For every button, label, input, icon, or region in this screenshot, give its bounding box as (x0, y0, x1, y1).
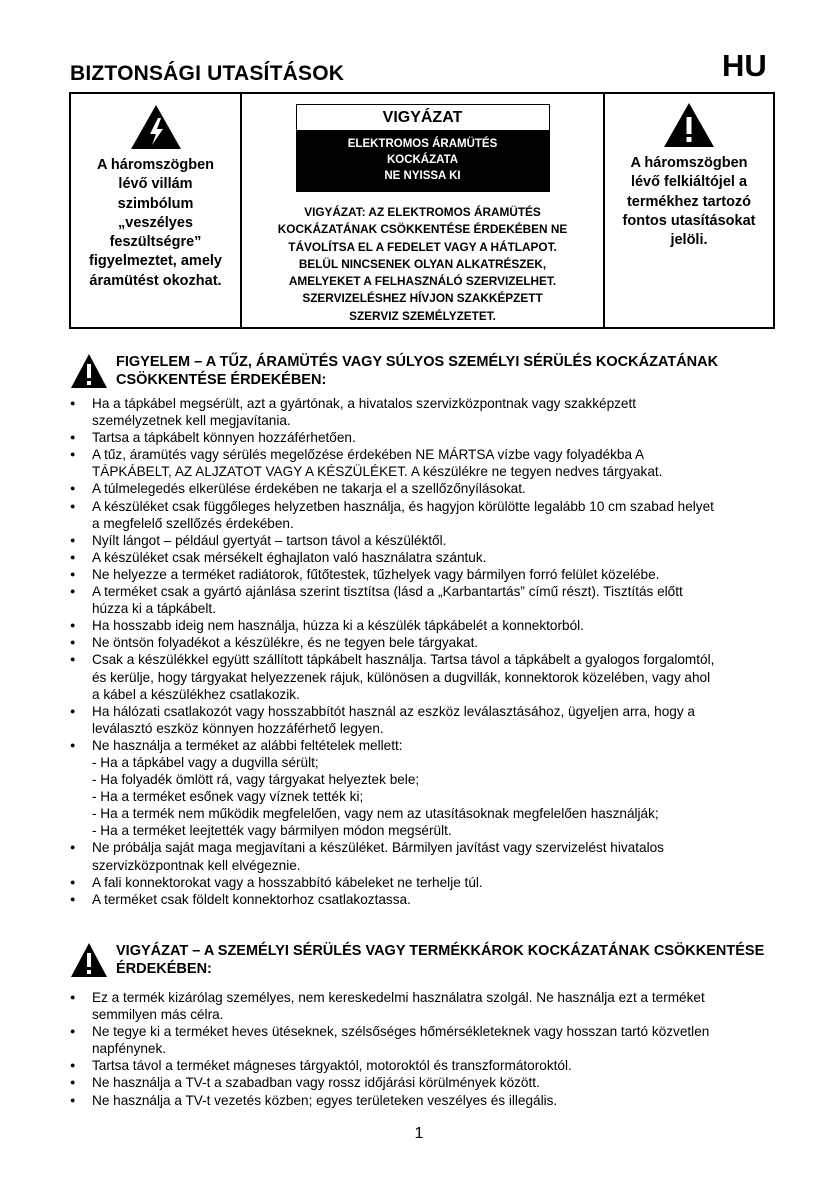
text-line: KOCKÁZATA (386, 154, 459, 166)
item-line: ● A fali konnektorokat vagy a hosszabbító kábeleket ne terhelje túl. (92, 874, 483, 890)
text-line: termékhez tartozó (626, 193, 752, 210)
exclamation-symbol-cell (605, 94, 773, 327)
item-line: ● Ne tegye ki a terméket heves ütéseknek, szélsőséges hőmérsékleteknek vagy hosszan tartó közvetlen (92, 1024, 710, 1040)
text-line: TÁVOLÍTSA EL A FEDELET VAGY A HÁTLAPOT. (288, 239, 557, 254)
item-line: ● Ne helyezze a terméket radiátorok, fűtőtestek, tűzhelyek vagy bármilyen forró felület közelébe. (92, 566, 660, 582)
list-item (70, 1057, 790, 1074)
page-title: BIZTONSÁGI UTASÍTÁSOK (70, 62, 345, 85)
item-line: napfénynek. (92, 1041, 167, 1057)
item-line: - Ha a terméket leejtették vagy bármilyen módon megsérült. (92, 823, 452, 839)
sub-item (70, 788, 790, 805)
item-line: ● Ez a termék kizárólag személyes, nem kereskedelmi használatra szolgál. Ne használja ezt a terméket (92, 990, 705, 1005)
item-line: ● A készüléket csak függőleges helyzetben használja, és hagyjon körülötte legalább 10 cm szabad helyet (92, 498, 714, 514)
text-line: szimbólum (117, 195, 194, 212)
text-line: ELEKTROMOS ÁRAMÜTÉS (347, 138, 498, 150)
list-item (70, 634, 790, 651)
item-line: ● Tartsa a tápkábelt könnyen hozzáférhetően. (92, 430, 356, 446)
item-line: TÁPKÁBELT, AZ ALJZATOT VAGY A KÉSZÜLÉKET. A készülékre ne tegyen nedves tárgyakat. (92, 464, 663, 480)
lightning-symbol-cell (71, 94, 242, 327)
caution-title: VIGYÁZAT (382, 109, 463, 126)
item-line: ● A tűz, áramütés vagy sérülés megelőzése érdekében NE MÁRTSA vízbe vagy folyadékba A (92, 447, 645, 463)
heading-line: ÉRDEKÉBEN: (116, 961, 212, 977)
item-line: leválasztó eszköz könnyen hozzáférhető legyen. (92, 720, 384, 736)
item-line: ● Ha a tápkábel megsérült, azt a gyártónak, a hivatalos szervizközpontnak vagy szakképzett (92, 396, 637, 411)
text-line: áramütést okozhat. (89, 272, 222, 289)
caution-label (296, 104, 550, 192)
text-line: feszültségre” (109, 234, 202, 251)
caution-shock-box (297, 130, 549, 191)
list-item (70, 703, 790, 737)
warning-heading (116, 353, 816, 389)
item-line: - Ha a termék nem működik megfelelően, vagy nem az utasításoknak megfelelően használják; (92, 806, 659, 822)
lightning-symbol-text (71, 156, 240, 291)
text-line: lévő felkiáltójel a (630, 174, 748, 191)
item-line: személyzetnek kell megjavítania. (92, 413, 291, 429)
item-line: ● A túlmelegedés elkerülése érdekében ne takarja el a szellőzőnyílásokat. (92, 481, 526, 497)
exclamation-warning-icon (70, 353, 108, 389)
item-line: ● Ne próbálja saját maga megjavítani a készüléket. Bármilyen javítást vagy szervizelést hivatalos (92, 840, 664, 856)
item-line: - Ha a tápkábel vagy a dugvilla sérült; (92, 754, 319, 770)
item-line: a kábel a készülékhez csatlakozik. (92, 686, 300, 702)
item-line: ● Ne használja a TV-t a szabadban vagy rossz időjárási körülmények között. (92, 1075, 540, 1091)
item-line: húzza ki a tápkábelt. (92, 601, 216, 617)
text-line: „veszélyes (118, 214, 193, 231)
list-item (70, 651, 790, 702)
sub-item (70, 822, 790, 839)
list-item (70, 446, 790, 480)
text-line: A háromszögben (96, 157, 215, 173)
lightning-warning-icon (130, 104, 182, 150)
list-item (70, 566, 790, 583)
item-line: és kerülje, hogy tárgyakat helyezzenek rájuk, különösen a dugvillák, konnektorok közelében, vagy ahol (92, 669, 711, 685)
item-line: ● Ha hálózati csatlakozót vagy hosszabbítót használ az eszköz leválasztásához, ügyeljen arra, hogy a (92, 703, 695, 719)
list-item (70, 429, 790, 446)
list-item (70, 532, 790, 549)
exclamation-symbol-text (605, 154, 773, 250)
text-line: SZERVIZELÉSHEZ HÍVJON SZAKKÉPZETT (302, 291, 543, 306)
page-number: 1 (414, 1125, 424, 1142)
list-item (70, 874, 790, 891)
item-line: - Ha folyadék ömlött rá, vagy tárgyakat helyeztek bele; (92, 772, 420, 788)
list-item (70, 583, 790, 617)
list-item (70, 617, 790, 634)
sub-item (70, 754, 790, 771)
warning-injury-damage-list (70, 989, 790, 1109)
item-line: ● Ha hosszabb ideig nem használja, húzza ki a készülék tápkábelét a konnektorból. (92, 618, 584, 634)
exclamation-warning-icon (70, 942, 108, 978)
text-line: lévő villám (118, 176, 193, 193)
caution-text (242, 204, 603, 325)
item-line: ● Ne öntsön folyadékot a készülékre, és ne tegyen bele tárgyakat. (92, 635, 479, 651)
text-line: SZERVIZ SZEMÉLYZETET. (349, 308, 496, 323)
list-item (70, 1092, 790, 1109)
list-item (70, 480, 790, 497)
text-line: KOCKÁZATÁNAK CSÖKKENTÉSE ÉRDEKÉBEN NE (277, 222, 568, 237)
exclamation-warning-icon (663, 102, 715, 148)
item-line: szervizközpontnak kell elvégeznie. (92, 857, 301, 873)
heading-line: CSÖKKENTÉSE ÉRDEKÉBEN: (116, 372, 327, 388)
warning-fire-shock-list (70, 395, 790, 908)
language-badge: HU (722, 48, 767, 83)
heading-line: FIGYELEM – A TŰZ, ÁRAMÜTÉS VAGY SÚLYOS SZEMÉLYI SÉRÜLÉS KOCKÁZATÁNAK (116, 354, 719, 370)
list-item (70, 989, 790, 1023)
item-line: ● Csak a készülékkel együtt szállított tápkábelt használja. Tartsa távol a tápkábelt a gyalogos forgalomtól, (92, 652, 715, 668)
text-line: jelöli. (670, 232, 708, 249)
text-line: fontos utasításokat (622, 212, 756, 229)
item-line: ● Ne használja a TV-t vezetés közben; egyes területeken veszélyes és illegális. (92, 1092, 558, 1108)
item-line: semmilyen más célra. (92, 1007, 224, 1023)
item-line: ● A készüléket csak mérsékelt éghajlaton való használatra szántuk. (92, 549, 487, 565)
list-item (70, 737, 790, 754)
list-item (70, 1023, 790, 1057)
text-line: NE NYISSA KI (384, 170, 461, 182)
caution-cell (242, 94, 605, 327)
item-line: a megfelelő szellőzés érdekében. (92, 515, 294, 531)
text-line: BELÜL NINCSENEK OLYAN ALKATRÉSZEK, (298, 256, 547, 271)
item-line: ● A terméket csak a gyártó ajánlása szerint tisztítsa (lásd a „Karbantartás” című részt). Tisztítás előtt (92, 584, 683, 600)
heading-line: VIGYÁZAT – A SZEMÉLYI SÉRÜLÉS VAGY TERMÉKKÁROK KOCKÁZATÁNAK CSÖKKENTÉSE (116, 943, 765, 959)
warning-heading (116, 942, 816, 978)
item-line: ● Ne használja a terméket az alábbi feltételek mellett: (92, 737, 403, 753)
item-line: ● Tartsa távol a terméket mágneses tárgyaktól, motoroktól és transzformátoroktól. (92, 1058, 572, 1074)
list-item (70, 891, 790, 908)
text-line: figyelmeztet, amely (89, 253, 222, 270)
list-item (70, 498, 790, 532)
safety-symbols-table (69, 92, 775, 329)
list-item (70, 839, 790, 873)
sub-item (70, 805, 790, 822)
text-line: AMELYEKET A FELHASZNÁLÓ SZERVIZELHET. (288, 274, 557, 289)
text-line: A háromszögben (630, 155, 748, 171)
item-line: - Ha a terméket esőnek vagy víznek tették ki; (92, 789, 364, 805)
item-line: ● A terméket csak földelt konnektorhoz csatlakoztassa. (92, 891, 411, 907)
list-item (70, 1074, 790, 1091)
item-line: ● Nyílt lángot – például gyertyát – tartson távol a készüléktől. (92, 532, 447, 548)
list-item (70, 395, 790, 429)
sub-item (70, 771, 790, 788)
text-line: VIGYÁZAT: AZ ELEKTROMOS ÁRAMÜTÉS (304, 205, 541, 219)
list-item (70, 549, 790, 566)
